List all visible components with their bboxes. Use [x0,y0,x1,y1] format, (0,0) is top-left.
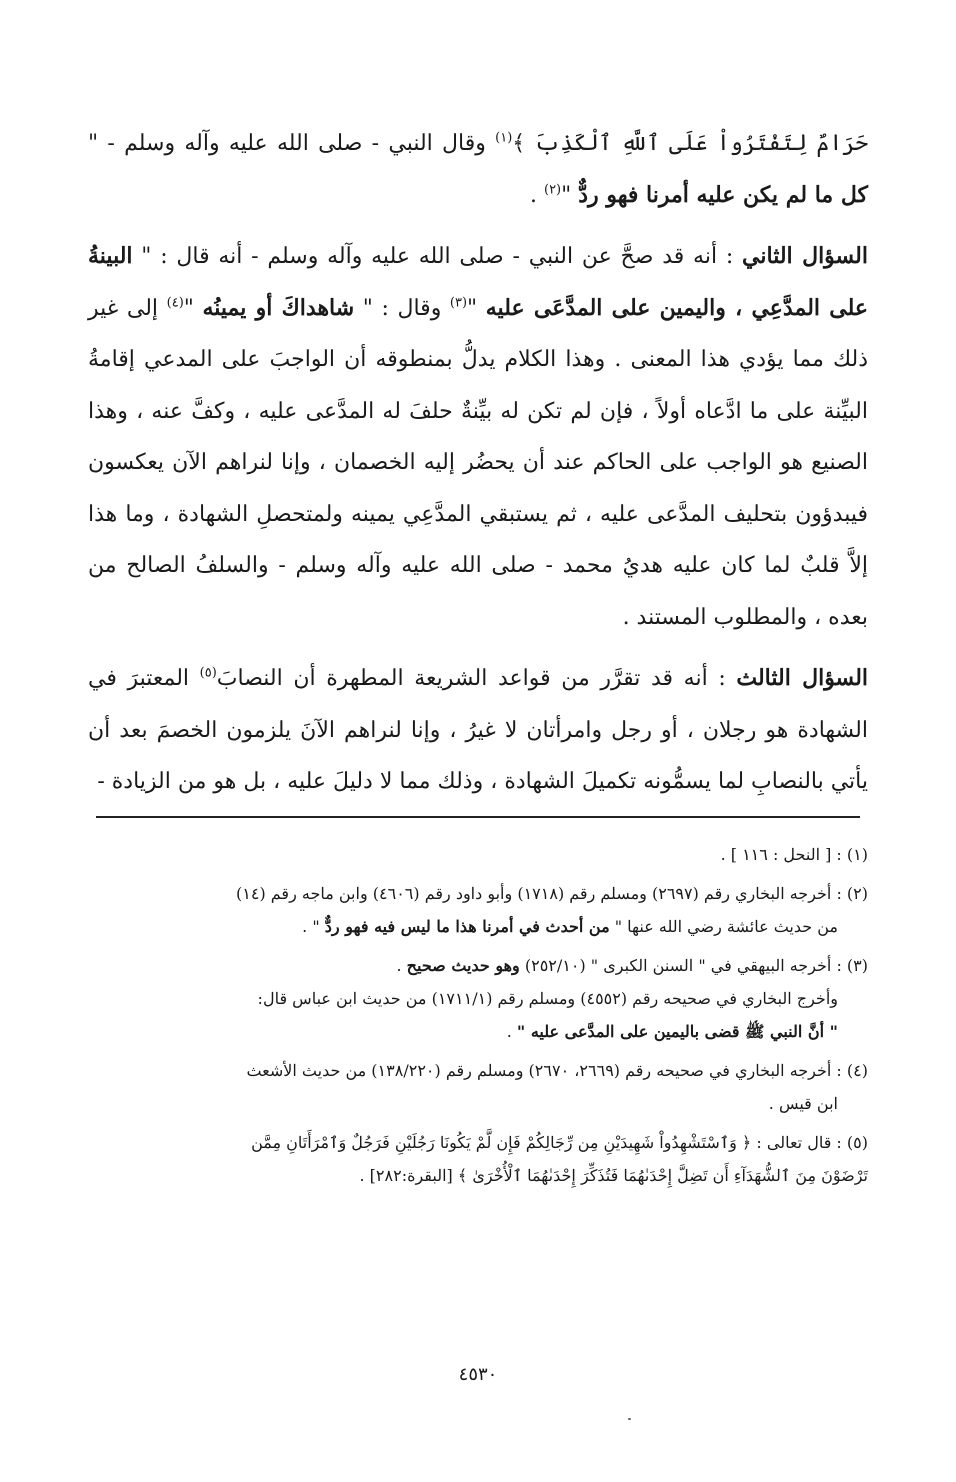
footnote-4 [88,1054,868,1120]
paragraph-text: . [529,182,544,208]
paragraph-text: : أنه قد صحَّ عن النبي - صلى الله عليه وآله وسلم - أنه قال : " [132,244,743,269]
footnote-continuation [88,982,868,1015]
footnote-text: . [506,1022,517,1041]
footnote-ref-2: (٢) [543,182,562,198]
footnote-text: (٥) : قال تعالى : ﴿ وَٱسْتَشْهِدُواْ شَهِيدَيْنِ مِن رِّجَالِكُمْ فَإِن لَّمْ يَكُونَا رَجُلَيْنِ فَرَجُلٌ وَٱمْرَأَتَانِ مِمَّن [251,1133,868,1152]
scan-speck [628,1418,631,1420]
footnote-text: (١) : [ النحل : ١١٦ ] . [720,845,868,864]
paragraph-text: " [183,295,203,321]
footnote-text: من حديث عائشة رضي الله عنها " [609,917,838,936]
paragraph-verse-quote [88,118,868,221]
footnote-text: ابن قيس . [768,1094,838,1113]
paragraph-question-three [88,653,868,808]
footnote-ref-4: (٤) [166,295,184,311]
footnote-text: وأخرج البخاري في صحيحه رقم (٤٥٥٢) ومسلم رقم (١٧١١/١) من حديث ابن عباس قال: [257,989,838,1008]
paragraph-text: " [561,182,579,208]
footnote-divider [96,816,860,818]
footnote-2 [88,877,868,943]
footnote-text: (٣) : أخرجه البيهقي في " السنن الكبرى " (٢٥٢/١٠) [519,956,868,975]
paragraph-text: المعتبرَ في الشهادة هو رجلان ، أو رجل وامرأتان لا غيرُ ، وإنا لنراهم الآنَ يلزمون الخصمَ بعد أن يأتي بالنصابِ لما يسمُّونه تكميلَ الشهادة ، وذلك مما لا دليلَ عليه ، بل هو من الزيادة - [88,666,868,794]
footnote-5 [88,1126,868,1192]
footnote-text: " . [302,917,325,936]
footnote-1 [88,838,868,871]
paragraph-question-two [88,231,868,643]
footnote-ref-5: (٥) [199,665,217,681]
footnote-text: تَرْضَوْنَ مِنَ ٱلشُّهَدَآءِ أَن تَضِلَّ إِحْدَىٰهُمَا فَتُذَكِّرَ إِحْدَىٰهُمَا ٱلْأُخْرَىٰ ﴾ [البقرة:٢٨٢] . [359,1166,868,1185]
footnote-3 [88,949,868,1048]
hadith-quote: شاهداكَ أو يمينُه [202,294,355,321]
footnote-continuation [88,1159,868,1192]
footnote-text: (٢) : أخرجه البخاري رقم (٢٦٩٧) ومسلم رقم (١٧١٨) وأبو داود رقم (٤٦٠٦) وابن ماجه رقم (١٤) [236,884,868,903]
paragraph-text: وقال النبي - صلى الله عليه وآله وسلم - " [88,131,496,156]
footnote-text: (٤) : أخرجه البخاري في صحيحه رقم (٢٦٦٩، ٢٦٧٠) ومسلم رقم (١٣٨/٢٢٠) من حديث الأشعث [246,1061,868,1080]
paragraph-text: إلى غير ذلك مما يؤدي هذا المعنى . وهذا الكلام يدلُّ بمنطوقه أن الواجبَ على المدعي إقامةُ البيِّنة على ما ادَّعاه أولاً ، فإن لم تكن له بيِّنةٌ حلفَ له المدَّعى عليه ، وكفَّ عنه ، وهذا الصنيع هو الواجب على الحاكم عند أن يحضُر إليه الخصمان ، وإنا لنراهم الآن يعكسون فيبدؤون بتحليف المدَّعى عليه ، ثم يستبقي المدَّعِي يمينه ولمتحصلِ الشهادة ، وما هذا إلاَّ قلبٌ لما كان عليه هديُ محمد - صلى الله عليه وآله وسلم - والسلفُ الصالح من بعده ، والمطلوب المستند . [88,295,868,630]
question-heading: السؤال الثالث [736,665,869,691]
footnote-continuation [88,1087,868,1120]
question-heading: السؤال الثاني [742,243,868,269]
footnote-ref-1: (١) [495,130,513,146]
paragraph-text: : أنه قد تقرَّر من قواعد الشريعة المطهرة أن النصابَ [216,666,737,691]
footnote-continuation [88,1015,868,1048]
footnote-ref-3: (٣) [449,295,468,311]
paragraph-text: " [467,295,486,321]
paragraph-text: وقال : " [354,295,450,321]
quran-verse: حَرَامٌ لِتَفْتَرُواْ عَلَى ٱللَّهِ ٱلْكَذِبَ ﴾ [512,131,868,156]
page-number: ٤٥٣٠ [458,1364,498,1385]
footnote-bold-text: وهو حديث صحيح [406,956,520,975]
hadith-quote: البينةُ على المدَّعِي ، واليمين على المدَّعَى عليه [88,243,869,321]
footnote-bold-text: " أنَّ النبي ﷺ قضى باليمين على المدَّعى عليه " [516,1022,838,1041]
footnote-continuation [88,910,868,943]
footnote-text: . [396,956,407,975]
hadith-quote: كل ما لم يكن عليه أمرنا فهو ردٌّ [578,181,868,208]
main-text-body [88,118,868,808]
footnote-bold-text: من أحدث في أمرنا هذا ما ليس فيه فهو ردٌّ [324,917,610,936]
footnotes-section [88,838,868,1198]
